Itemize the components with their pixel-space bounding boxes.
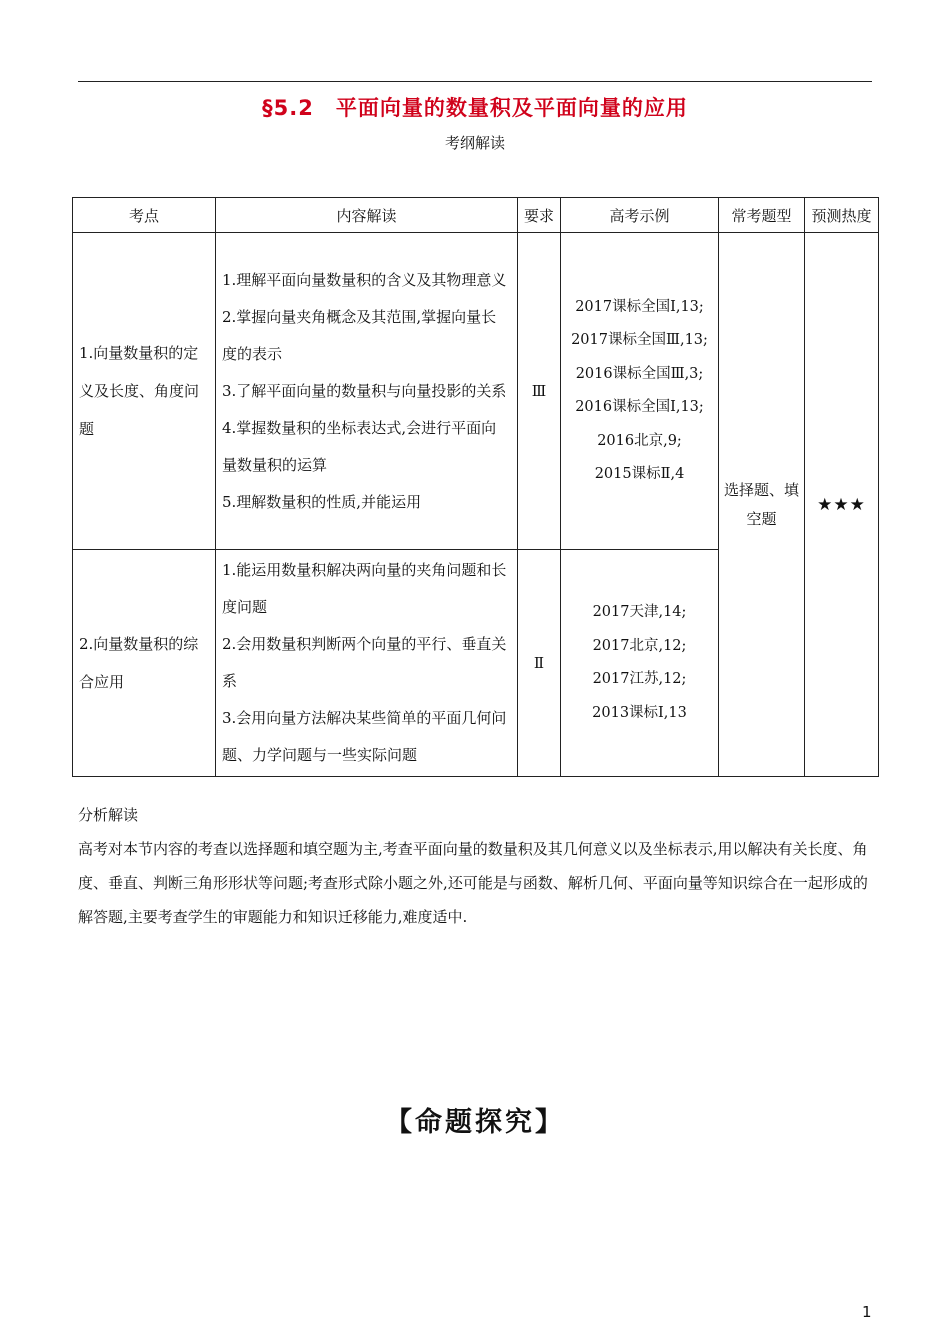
- syllabus-table: [72, 197, 879, 777]
- example-item: 2013课标Ⅰ,13: [592, 704, 687, 721]
- page-subtitle: 考纲解读: [444, 134, 505, 152]
- example-item: 2017天津,14;: [592, 604, 687, 620]
- header-requirement: 要求: [518, 198, 561, 233]
- top-rule: [78, 81, 872, 82]
- example-item: 2017北京,12;: [592, 637, 687, 654]
- content-item: 3.会用向量方法解决某些简单的平面几何问题、力学问题与一些实际问题: [222, 709, 507, 764]
- content-item: 3.了解平面向量的数量积与向量投影的关系: [222, 381, 507, 400]
- table-header-row: [73, 198, 879, 233]
- analysis-section: [78, 798, 874, 934]
- example-item: 2017江苏,12;: [592, 671, 687, 687]
- examples-cell: [561, 233, 719, 550]
- topic-cell: 2.向量数量积的综合应用: [73, 550, 216, 777]
- header-heat: 预测热度: [805, 198, 879, 233]
- content-item: 4.掌握数量积的坐标表达式,会进行平面向量数量积的运算: [222, 418, 497, 474]
- analysis-body: 高考对本节内容的考查以选择题和填空题为主,考查平面向量的数量积及其几何意义以及坐标表示,用以解决有关长度、角度、垂直、判断三角形形状等问题;考查形式除小题之外,还可能是与函数、解析几何、平面向量等知识综合在一起形成的解答题,主要考查学生的审题能力和知识迁移能力,难度适中.: [78, 840, 868, 926]
- example-item: 2017课标全国Ⅰ,13;: [575, 298, 704, 315]
- content-item: 5.理解数量积的性质,并能运用: [222, 492, 422, 511]
- header-examples: 高考示例: [561, 198, 719, 233]
- example-item: 2016课标全国Ⅲ,3;: [575, 365, 704, 382]
- table-row: [73, 233, 879, 550]
- content-cell: [216, 550, 518, 777]
- topic-cell: 1.向量数量积的定义及长度、角度问题: [73, 233, 216, 550]
- content-item: 2.掌握向量夹角概念及其范围,掌握向量长度的表示: [222, 307, 497, 363]
- content-item: 2.会用数量积判断两个向量的平行、垂直关系: [222, 635, 507, 690]
- example-item: 2016课标全国Ⅰ,13;: [575, 399, 704, 415]
- page-title: §5.2 平面向量的数量积及平面向量的应用: [262, 96, 688, 120]
- header-question-types: 常考题型: [719, 198, 805, 233]
- heat-rating: ★★★: [805, 233, 879, 777]
- question-types-cell: 选择题、填空题: [719, 233, 805, 777]
- example-item: 2016北京,9;: [597, 432, 682, 449]
- requirement-cell: Ⅱ: [518, 550, 561, 777]
- example-item: 2015课标Ⅱ,4: [594, 466, 685, 482]
- requirement-cell: Ⅲ: [518, 233, 561, 550]
- content-cell: [216, 233, 518, 550]
- example-item: 2017课标全国Ⅲ,13;: [571, 332, 708, 348]
- header-content: 内容解读: [216, 198, 518, 233]
- analysis-title: 分析解读: [78, 806, 139, 824]
- page-number: 1: [862, 1303, 872, 1321]
- header-topic: 考点: [73, 198, 216, 233]
- content-item: 1.能运用数量积解决两向量的夹角问题和长度问题: [222, 561, 507, 616]
- section-banner: 【命题探究】: [385, 1107, 565, 1138]
- examples-cell: [561, 550, 719, 777]
- content-item: 1.理解平面向量数量积的含义及其物理意义: [222, 270, 507, 289]
